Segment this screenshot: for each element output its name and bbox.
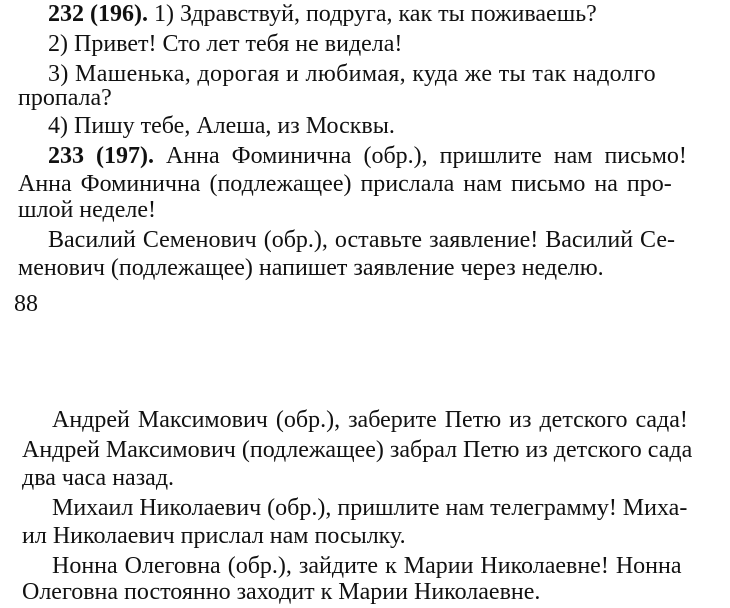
bottom-text-2: Андрей Максимович (подлежащее) забрал Петю из детского сада <box>22 437 693 463</box>
exercise-233-number: 233 (197). <box>48 143 154 169</box>
bottom-text-3: два часа назад. <box>22 465 175 491</box>
exercise-233-text-3: шлой неделе! <box>18 197 156 223</box>
bottom-text-6: Нонна Олеговна (обр.), зайдите к Марии Николаевне! Нонна <box>52 553 682 579</box>
exercise-233-text-5: менович (подлежащее) напишет заявление через неделю. <box>18 255 604 281</box>
exercise-233-text-2: Анна Фоминична (подлежащее) прислала нам письмо на про- <box>18 171 672 197</box>
exercise-233-text-1: Анна Фоминична (обр.), пришлите нам письмо! <box>165 143 687 169</box>
bottom-text-4: Михаил Николаевич (обр.), пришлите нам телеграмму! Миха- <box>52 495 688 521</box>
bottom-text-1: Андрей Максимович (обр.), заберите Петю из детского сада! <box>52 407 688 433</box>
bottom-text-5: ил Николаевич прислал нам посылку. <box>22 523 406 549</box>
exercise-233-line <box>48 142 687 170</box>
exercise-232-text-3: 3) Машенька, дорогая и любимая, куда же ты так надолго <box>48 61 656 87</box>
exercise-232-text-1: 1) Здравствуй, подруга, как ты поживаешь? <box>153 1 597 27</box>
exercise-232-text-5: 4) Пишу тебе, Алеша, из Москвы. <box>48 113 395 139</box>
exercise-232-line <box>48 0 597 28</box>
page-number: 88 <box>14 291 38 317</box>
exercise-232-text-2: 2) Привет! Сто лет тебя не видела! <box>48 31 403 57</box>
bottom-text-7: Олеговна постоянно заходит к Марии Николаевне. <box>22 579 541 605</box>
exercise-233-text-4: Василий Семенович (обр.), оставьте заявление! Василий Се- <box>48 227 675 253</box>
exercise-232-number: 232 (196). <box>48 1 148 27</box>
exercise-232-text-4: пропала? <box>18 85 112 111</box>
